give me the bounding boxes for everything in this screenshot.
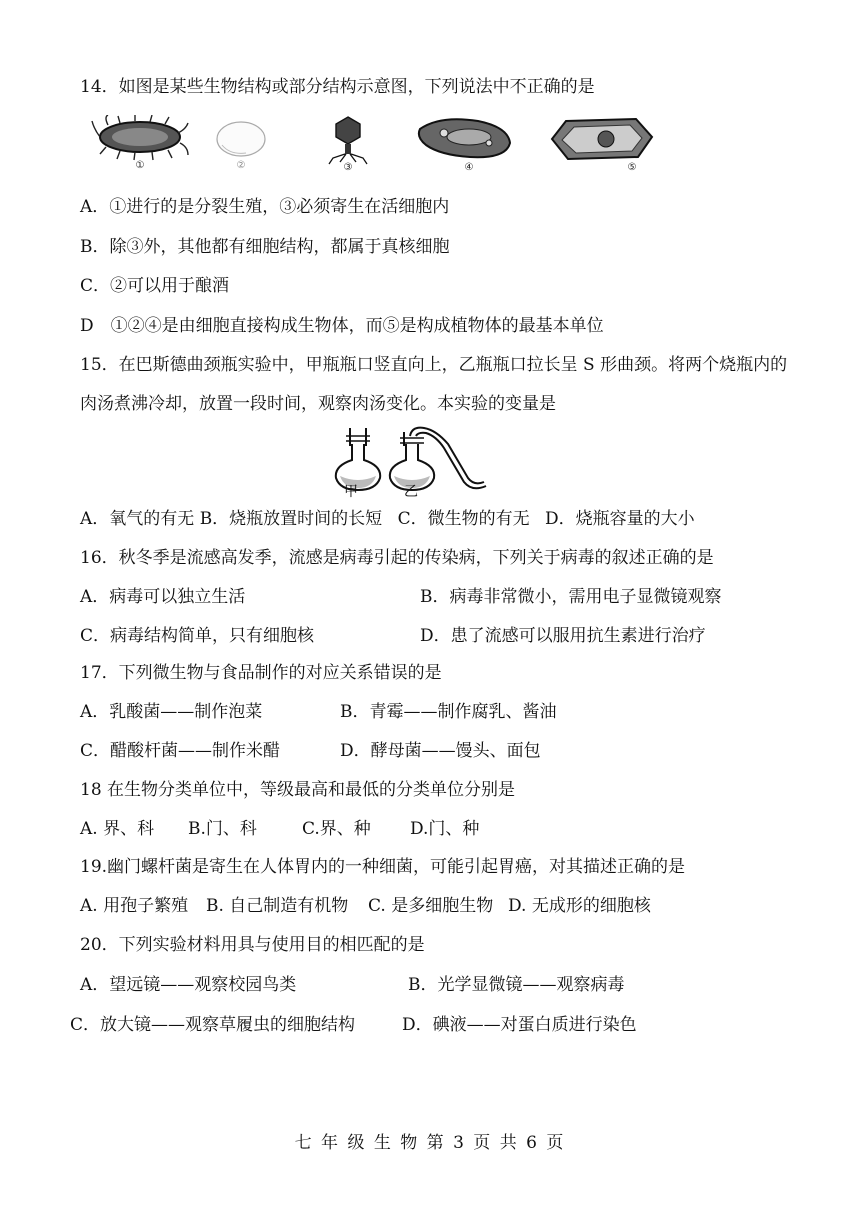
q16-option-b: B．病毒非常微小，需用电子显微镜观察 (420, 587, 722, 607)
q15-stem-line1: 15．在巴斯德曲颈瓶实验中，甲瓶瓶口竖直向上，乙瓶瓶口拉长呈 S 形曲颈。将两个烧瓶内的 (80, 355, 788, 375)
flask-yi (390, 428, 486, 490)
q16-option-d: D．患了流感可以服用抗生素进行治疗 (420, 626, 706, 646)
q15-option-a: A．氧气的有无 (80, 509, 195, 529)
plant-cell-diagram (548, 115, 658, 173)
q16-option-c: C．病毒结构简单，只有细胞核 (80, 626, 315, 646)
q17-option-a: A．乳酸菌——制作泡菜 (80, 702, 263, 722)
q18-option-a: A. 界、科 (80, 819, 155, 839)
q19-option-c: C. 是多细胞生物 (368, 896, 494, 916)
q20-stem: 20．下列实验材料用具与使用目的相匹配的是 (80, 935, 425, 955)
q14-stem: 14．如图是某些生物结构或部分结构示意图，下列说法中不正确的是 (80, 77, 595, 97)
fig-label-5: ⑤ (627, 162, 637, 173)
fig-label-4: ④ (464, 162, 474, 173)
q18-option-d: D.门、种 (410, 819, 480, 839)
fig-label-1: ① (135, 160, 145, 171)
q14-option-a: A．①进行的是分裂生殖，③必须寄生在活细胞内 (80, 197, 450, 217)
flask-jia (336, 428, 380, 490)
q15-stem-line2: 肉汤煮沸冷却，放置一段时间，观察肉汤变化。本实验的变量是 (80, 394, 556, 414)
q14-option-b: B．除③外，其他都有细胞结构，都属于真核细胞 (80, 237, 450, 257)
q15-options (80, 508, 695, 530)
q17-option-b: B．青霉——制作腐乳、酱油 (340, 702, 557, 722)
q17-option-c: C．醋酸杆菌——制作米醋 (80, 741, 281, 761)
q20-option-a: A．望远镜——观察校园鸟类 (80, 975, 297, 995)
q15-option-d: D．烧瓶容量的大小 (545, 509, 695, 529)
flask-label-yi: 乙 (404, 484, 418, 500)
q15-option-c: C．微生物的有无 (397, 509, 530, 529)
q18-option-b: B.门、科 (188, 819, 257, 839)
q20-option-c: C．放大镜——观察草履虫的细胞结构 (70, 1015, 356, 1035)
q19-option-a: A. 用孢子繁殖 (80, 896, 189, 916)
fig-label-3: ③ (343, 162, 353, 173)
q20-option-d: D．碘液——对蛋白质进行染色 (402, 1015, 637, 1035)
q19-option-d: D. 无成形的细胞核 (508, 896, 651, 916)
fig-label-2: ② (236, 160, 246, 171)
q15-option-b: B．烧瓶放置时间的长短 (199, 509, 383, 529)
page-footer: 七 年 级 生 物 第 3 页 共 6 页 (294, 1133, 566, 1153)
q20-option-b: B．光学显微镜——观察病毒 (408, 975, 625, 995)
virus-diagram (318, 115, 378, 173)
q14-option-c: C．②可以用于酿酒 (80, 276, 230, 296)
q18-stem: 18 在生物分类单位中，等级最高和最低的分类单位分别是 (80, 780, 516, 800)
q18-option-c: C.界、种 (302, 819, 371, 839)
q17-option-d: D．酵母菌——馒头、面包 (340, 741, 541, 761)
paramecium-diagram (414, 115, 514, 173)
q14-option-d: D ①②④是由细胞直接构成生物体，而⑤是构成植物体的最基本单位 (80, 316, 604, 336)
yeast-cell-diagram (208, 115, 278, 173)
flask-label-jia: 甲 (344, 484, 358, 500)
q17-stem: 17．下列微生物与食品制作的对应关系错误的是 (80, 663, 442, 683)
q16-stem: 16．秋冬季是流感高发季，流感是病毒引起的传染病，下列关于病毒的叙述正确的是 (80, 548, 714, 568)
bacterium-diagram (90, 115, 190, 173)
q16-option-a: A．病毒可以独立生活 (80, 587, 246, 607)
q19-option-b: B. 自己制造有机物 (206, 896, 349, 916)
q19-stem: 19.幽门螺杆菌是寄生在人体胃内的一种细菌，可能引起胃癌，对其描述正确的是 (80, 857, 686, 877)
q14-figure (90, 115, 670, 175)
